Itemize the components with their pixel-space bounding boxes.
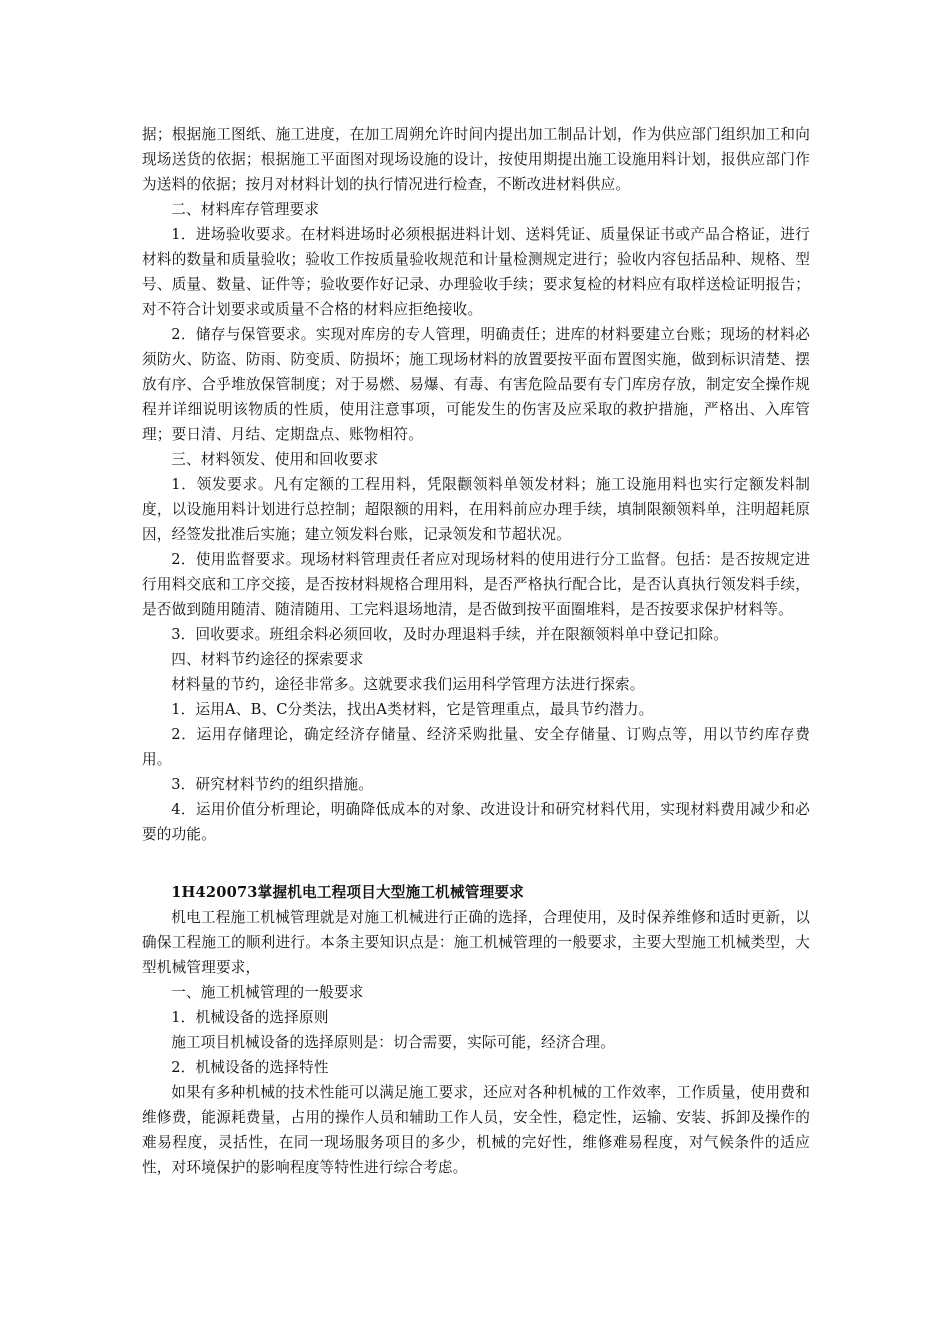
paragraph: 1．运用A、B、C分类法，找出A类材料，它是管理重点，最具节约潜力。 xyxy=(171,701,654,718)
section-title: 一、施工机械管理的一般要求 xyxy=(171,984,364,1001)
paragraph: 据；根据施工图纸、施工进度，在加工周朔允许时间内提出加工制品计划，作为供应部门组织加工和向现场送货的依据；根据施工平面图对现场设施的设计，按使用期提出施工设施用料计划，报供应部门作为送料的依据；按月对材料计划的执行情况进行检查，不断改进材料供应。 xyxy=(142,126,810,193)
subsection-title: 2．机械设备的选择特性 xyxy=(171,1059,329,1076)
paragraph: 如果有多种机械的技术性能可以满足施工要求，还应对各种机械的工作效率，工作质量，使用费和维修费，能源耗费量，占用的操作人员和辅助工作人员，安全性，稳定性，运输、安装、拆卸及操作的难易程度，灵括性，在同一现场服务项目的多少，机械的完好性，维修难易程度，对气候条件的适应性，对环境保护的影响程度等特性进行综合考虑。 xyxy=(142,1084,810,1176)
paragraph: 3．回收要求。班组余料必须回收，及时办理退料手续，并在限额领料单中登记扣除。 xyxy=(171,626,729,643)
section-spacer xyxy=(142,847,810,880)
document-page xyxy=(142,122,810,1180)
paragraph: 2．使用监督要求。现场材料管理责任者应对现场材料的使用进行分工监督。包括：是否按规定进行用料交底和工序交接，是否按材料规格合理用料，是否严格执行配合比，是否认真执行领发料手续，是否做到随用随清、随清随用、工完料退场地清，是否做到按平面圈堆料，是否按要求保护材料等。 xyxy=(142,551,810,618)
section-heading: 1H420073掌握机电工程项目大型施工机械管理要求 xyxy=(171,884,524,901)
paragraph: 2．储存与保管要求。实现对库房的专人管理，明确责任；进库的材料要建立台账；现场的材料必须防火、防盗、防雨、防变质、防损坏；施工现场材料的放置要按平面布置图实施，做到标识清楚、摆放有序、合乎堆放保管制度；对于易燃、易爆、有毒、有害危险品要有专门库房存放，制定安全操作规程并详细说明该物质的性质，使用注意事项，可能发生的伤害及应采取的救护措施，严格出、入库管理；要日清、月结、定期盘点、账物相符。 xyxy=(142,326,810,443)
top-section xyxy=(142,122,810,847)
paragraph: 施工项目机械设备的选择原则是：切合需要，实际可能，经济合理。 xyxy=(171,1034,616,1051)
section-title: 四、材料节约途径的探索要求 xyxy=(171,651,364,668)
section-title: 三、材料领发、使用和回收要求 xyxy=(171,451,379,468)
subsection-title: 1．机械设备的选择原则 xyxy=(171,1009,329,1026)
paragraph: 4．运用价值分析理论，明确降低成本的对象、改进设计和研究材料代用，实现材料费用减少和必要的功能。 xyxy=(142,801,810,843)
paragraph: 材料量的节约，途径非常多。这就要求我们运用科学管理方法进行探索。 xyxy=(171,676,645,693)
paragraph: 1．领发要求。凡有定额的工程用料，凭限颧领料单领发材料；施工设施用料也实行定额发料制度，以设施用料计划进行总控制；超限额的用料，在用料前应办理手续，填制限额领料单，注明超耗原因，经签发批准后实施；建立领发料台账，记录领发和节超状况。 xyxy=(142,476,810,543)
paragraph: 1．进场验收要求。在材料进场时必须根据进料计划、送料凭证、质量保证书或产品合格证，进行材料的数量和质量验收；验收工作按质量验收规范和计量检测规定进行；验收内容包括品种、规格、型号、质量、数量、证件等；验收要作好记录、办理验收手续；要求复检的材料应有取样送检证明报告；对不符合计划要求或质量不合格的材料应拒绝接收。 xyxy=(142,226,810,318)
bottom-section xyxy=(142,905,810,1180)
paragraph: 2．运用存储理论，确定经济存储量、经济采购批量、安全存储量、订购点等，用以节约库存费用。 xyxy=(142,726,810,768)
section-title: 二、材料库存管理要求 xyxy=(171,201,320,218)
paragraph: 3．研究材料节约的组织措施。 xyxy=(171,776,373,793)
paragraph: 机电工程施工机械管理就是对施工机械进行正确的选择，合理使用，及时保养维修和适时更新，以确保工程施工的顺利进行。本条主要知识点是：施工机械管理的一般要求，主要大型施工机械类型，大型机械管理要求， xyxy=(142,909,810,976)
